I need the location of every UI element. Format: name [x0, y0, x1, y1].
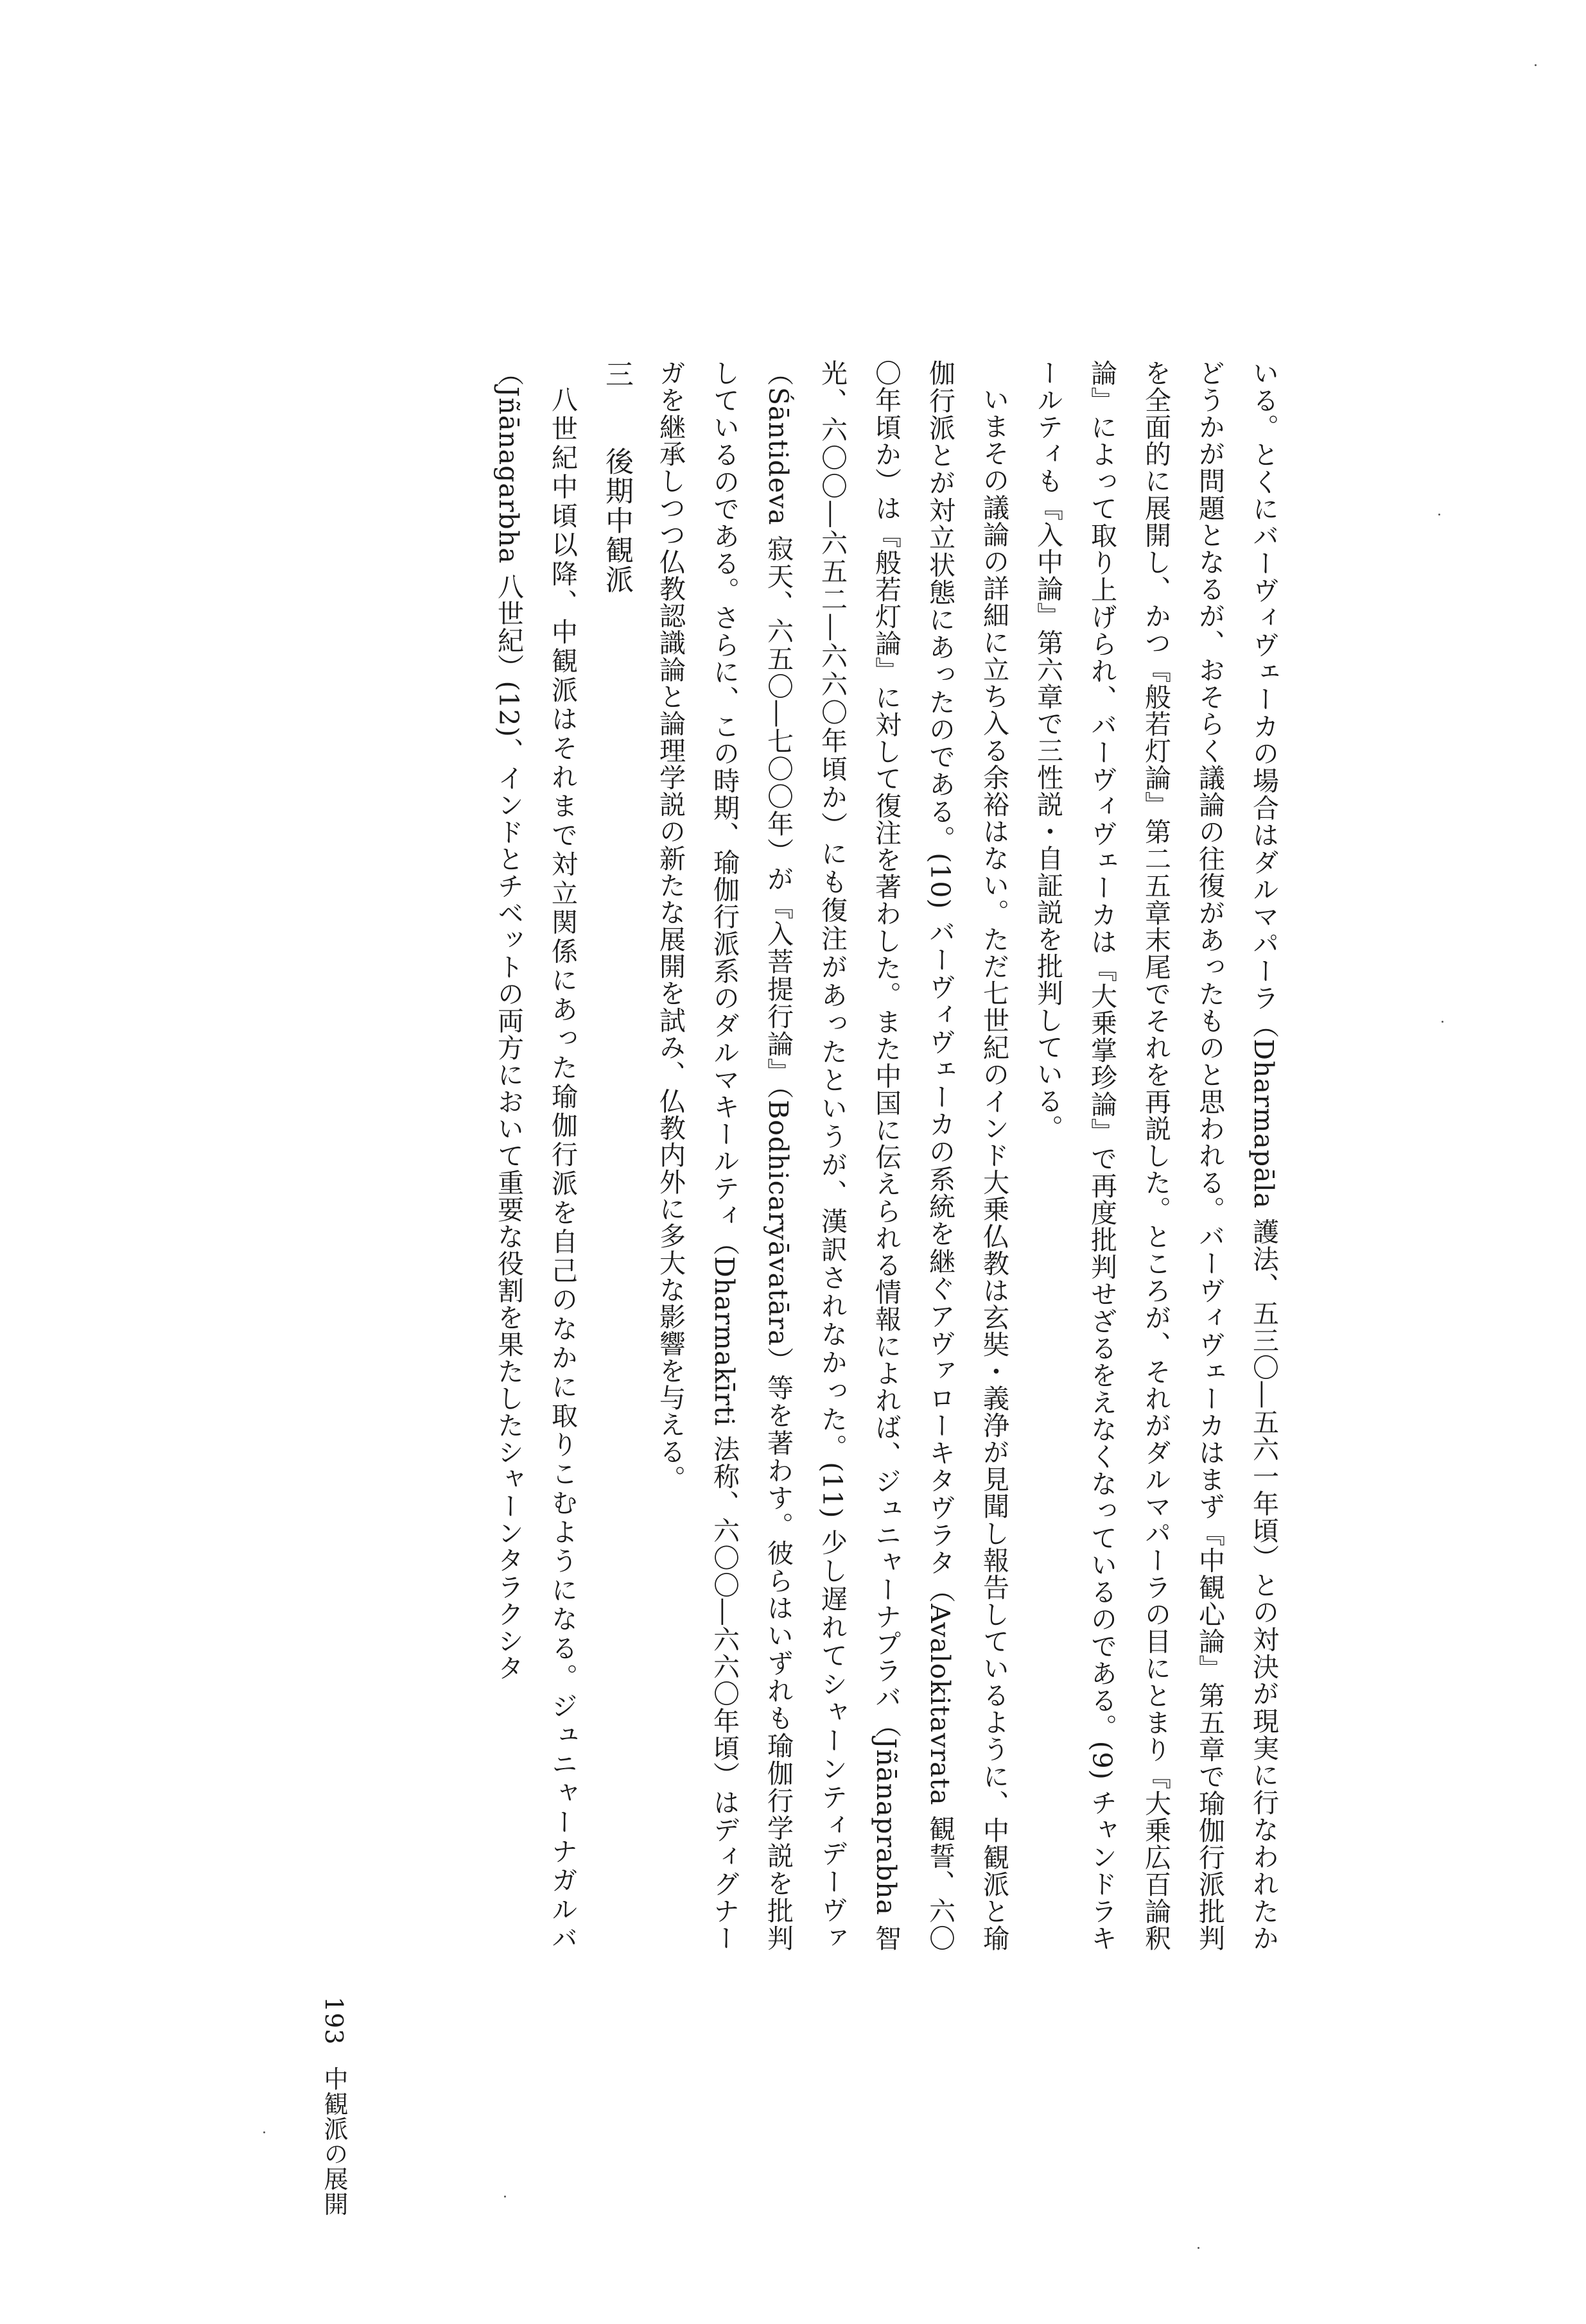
page-footer	[318, 1997, 350, 2253]
scan-speck	[1535, 64, 1537, 66]
section-number: 三	[600, 360, 633, 389]
body-text	[327, 360, 1291, 1952]
scan-speck	[1198, 2247, 1199, 2249]
section-heading	[589, 360, 643, 1952]
paragraph-1: いる。とくにバーヴィヴェーカの場合はダルマパーラ（Dharmapāla 護法、五三〇―五六一年頃）との対決が現実に行なわれたかどうかが問題となるが、おそらく議論の往復があったものと思われる。バーヴィヴェーカはまず『中観心論』第五章で瑜伽行派批判を全面的に展開し、かつ『般若灯論』第二五章末尾でそれを再説した。ところが、それがダルマパーラの目にとまり『大乗広百論釈論』によって取り上げられ、バーヴィヴェーカは『大乗掌珍論』で再度批判せざるをえなくなっているのである。(9) チャンドラキールティも『入中論』第六章で三性説・自証説を批判している。	[1033, 360, 1279, 1952]
paragraph-3: 八世紀中頃以降、中観派はそれまで対立関係にあった瑜伽行派を自己のなかに取りこむようになる。ジュニャーナガルバ（Jñānagarbha 八世紀）(12)、インドとチベットの両方において重要な役割を果たしたシャーンタラクシタ	[493, 360, 578, 1952]
scan-speck	[504, 2196, 506, 2198]
scan-speck	[1438, 514, 1440, 516]
running-title: 中観派の展開	[320, 2066, 348, 2217]
paragraph-2: いまその議論の詳細に立ち入る余裕はない。ただ七世紀のインド大乗仏教は玄奘・義浄が見聞し報告しているように、中観派と瑜伽行派とが対立状態にあったのである。(10) バーヴィヴェーカの系統を継ぐアヴァローキタヴラタ（Avalokitavrata 観誓、六〇〇年頃か）は『般若灯論』に対して復注を著わした。また中国に伝えられる情報によれば、ジュニャーナプラバ（Jñānaprabha 智光、六〇〇―六五二―六六〇年頃か）にも復注があったというが、漢訳されなかった。(11) 少し遅れてシャーンティデーヴァ（Śāntideva 寂天、六五〇―七〇〇年）が『入菩提行論』（Bodhicaryāvatāra）等を著わす。彼らはいずれも瑜伽行学説を批判しているのである。さらに、この時期、瑜伽行派系のダルマキールティ（Dharmakīrti 法称、六〇〇―六六〇年頃）はディグナーガを継承しつつ仏教認識論と論理学説の新たな展開を試み、仏教内外に多大な影響を与える。	[655, 360, 1009, 1952]
section-title: 後期中観派	[600, 447, 633, 594]
scan-speck	[1442, 1021, 1443, 1023]
scan-speck	[263, 2131, 265, 2133]
page-number: 193	[320, 1997, 348, 2045]
